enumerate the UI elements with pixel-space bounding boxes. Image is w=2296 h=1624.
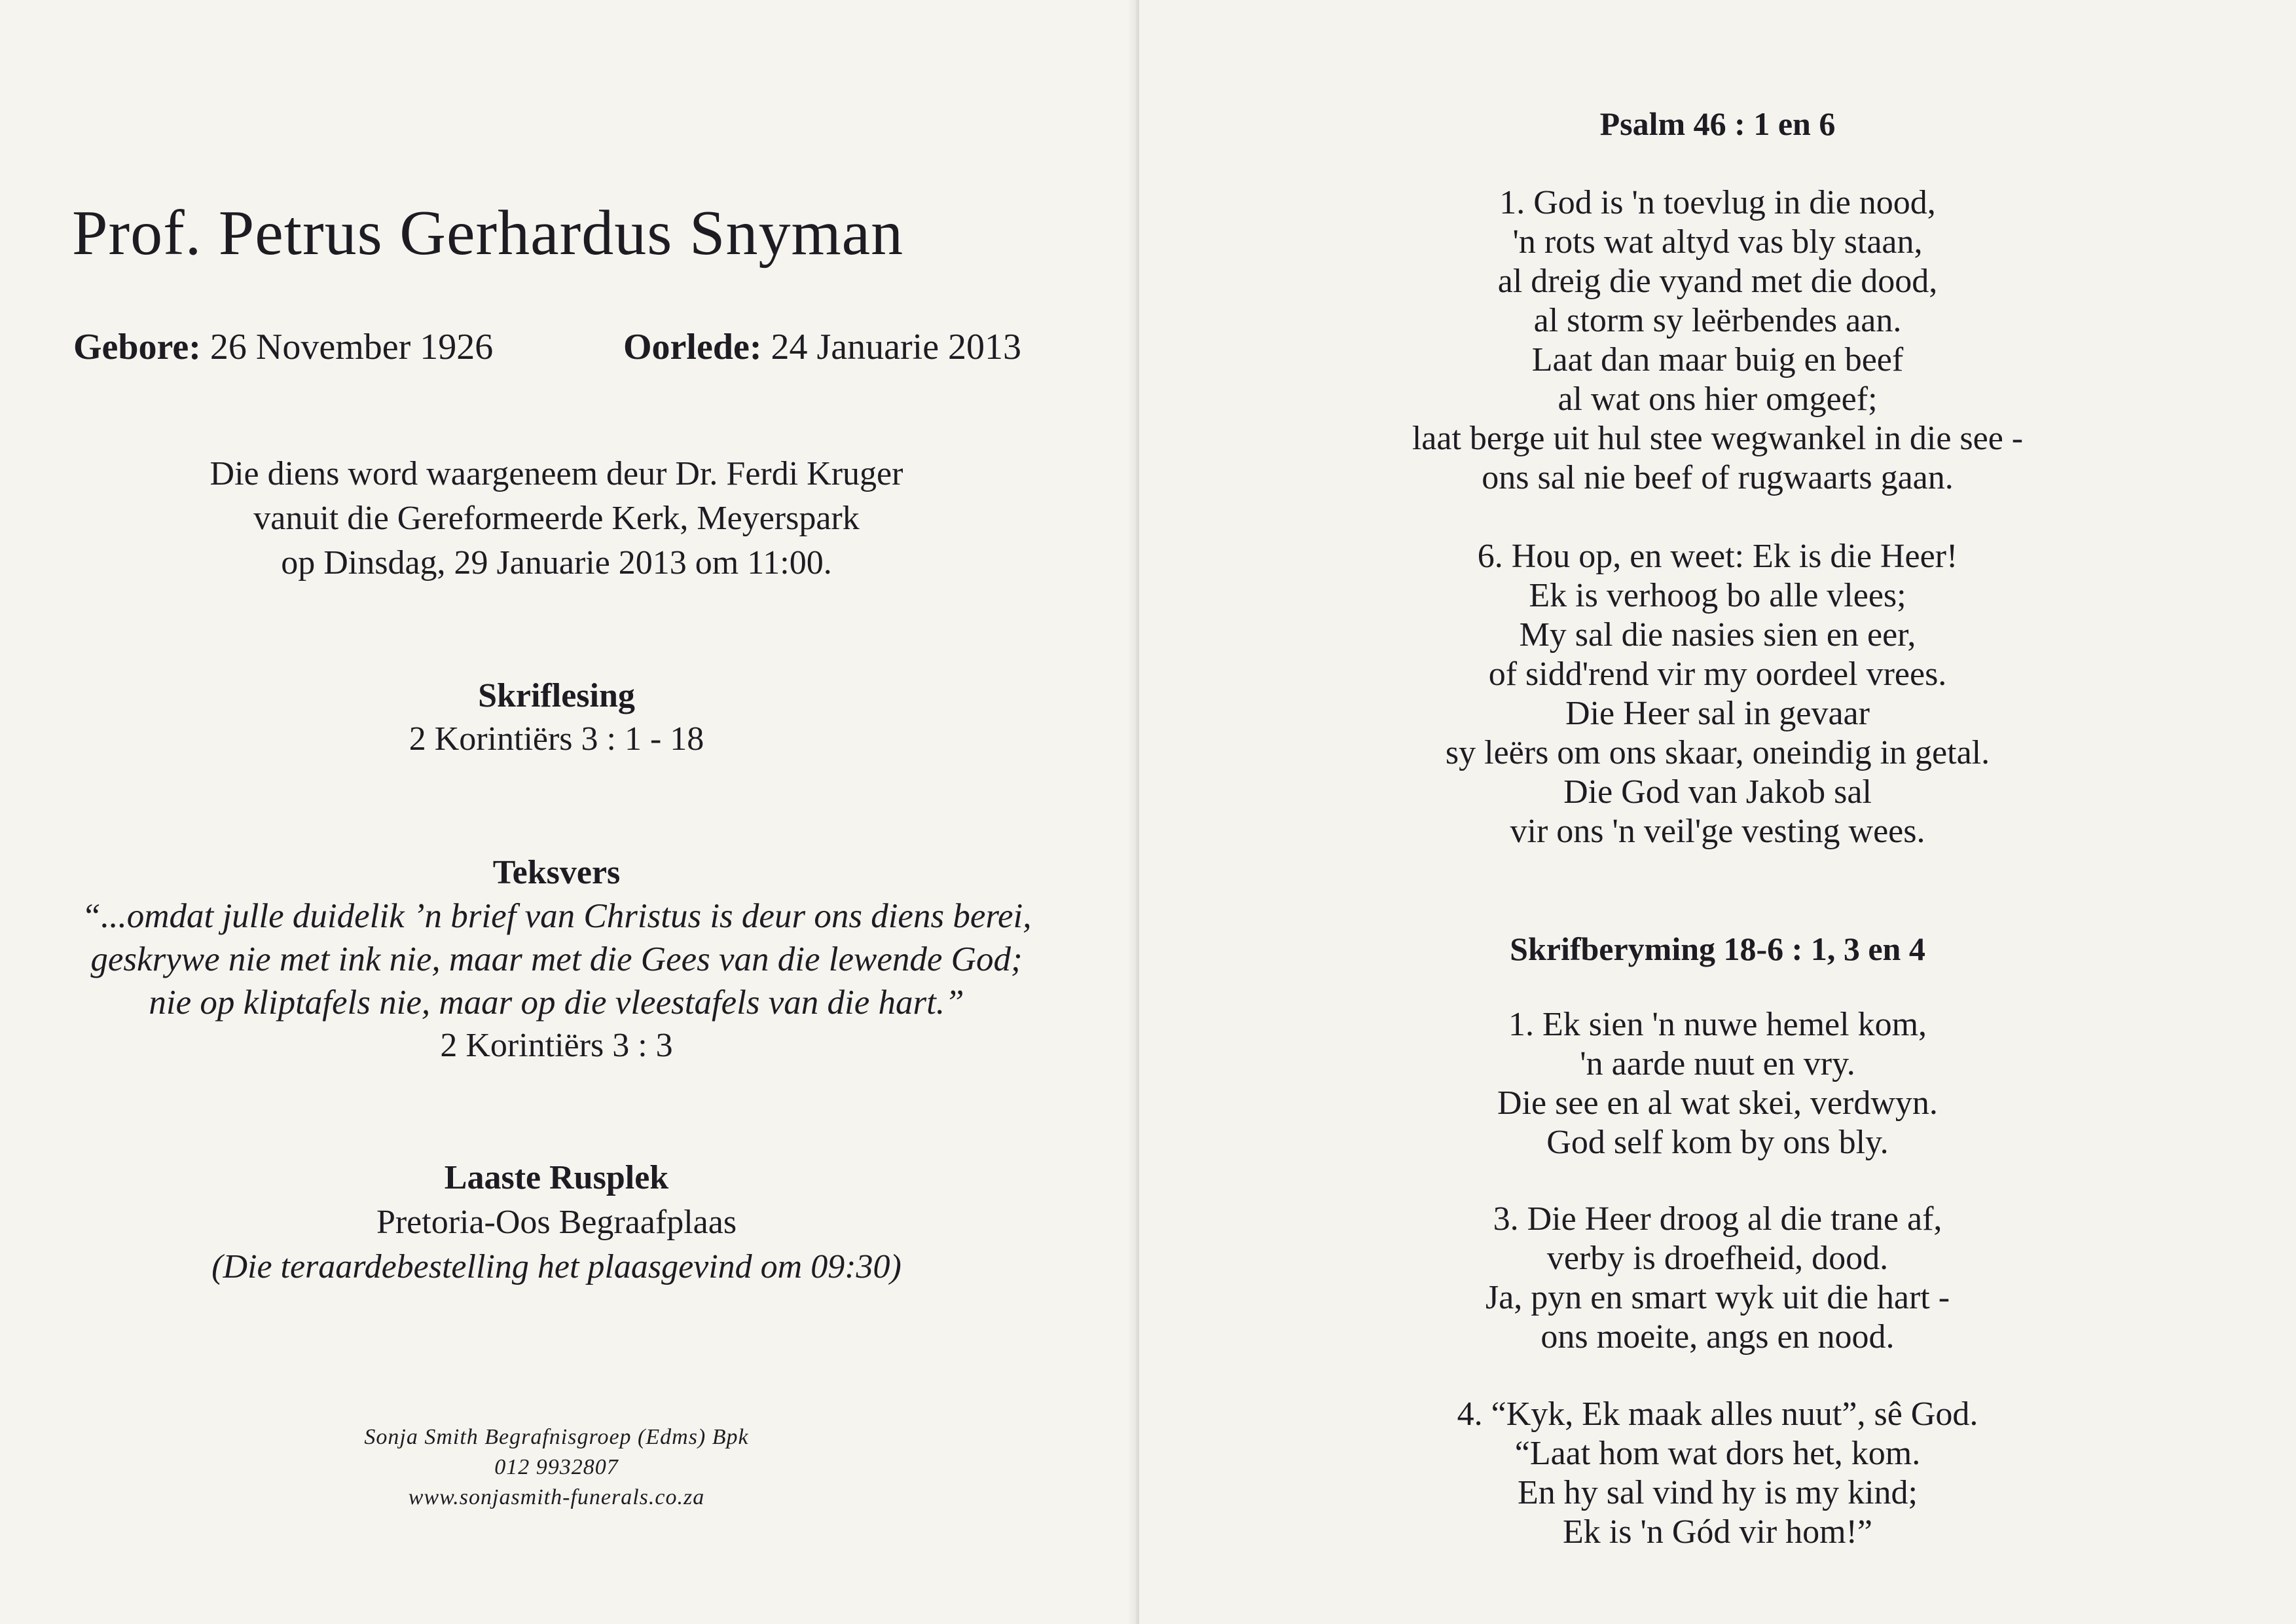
verse-line: God self kom by ons bly. [1546, 1124, 1889, 1161]
verse-line: al storm sy leërbendes aan. [1533, 302, 1902, 339]
verse-line: ons sal nie beef of rugwaarts gaan. [1482, 459, 1954, 496]
verse-line: 6. Hou op, en weet: Ek is die Heer! [1477, 538, 1958, 575]
verse-line: En hy sal vind hy is my kind; [1518, 1474, 1918, 1511]
verse-line: al wat ons hier omgeef; [1558, 380, 1878, 418]
scripture-hymn-verse-4 [1139, 1395, 2296, 1552]
service-details [79, 452, 1034, 585]
verse-line: 'n rots wat altyd vas bly staan, [1512, 223, 1923, 261]
verse-line: 4. “Kyk, Ek maak alles nuut”, sê God. [1457, 1395, 1978, 1433]
undertaker-phone: 012 9932807 [494, 1455, 619, 1479]
text-verse-reference: 2 Korintiërs 3 : 3 [440, 1027, 673, 1064]
verse-line: My sal die nasies sien en eer, [1519, 616, 1916, 654]
verse-line: 1. God is 'n toevlug in die nood, [1499, 184, 1936, 221]
psalm-title: Psalm 46 : 1 en 6 [1599, 105, 1836, 142]
verse-line: Die God van Jakob sal [1563, 773, 1872, 811]
verse-line: al dreig die vyand met die dood, [1497, 263, 1938, 300]
psalm-verse-1 [1139, 183, 2296, 498]
text-verse-heading: Teksvers [492, 854, 621, 891]
text-verse-line: geskrywe nie met ink nie, maar met die Gees van die lewende God; [90, 940, 1023, 978]
text-verse-line: nie op kliptafels nie, maar op die vleestafels van die hart.” [149, 984, 964, 1022]
death-date [623, 326, 1021, 368]
scripture-hymn-title: Skrifberyming 18-6 : 1, 3 en 4 [1510, 931, 1925, 967]
psalm-verse-6 [1139, 537, 2296, 851]
birth-date [73, 326, 493, 368]
resting-place-section [79, 1156, 1034, 1289]
verse-line: sy leërs om ons skaar, oneindig in getal. [1445, 734, 1990, 771]
birth-date-value: 26 November 1926 [210, 327, 494, 367]
verse-line: vir ons 'n veil'ge vesting wees. [1510, 813, 1925, 850]
verse-line: Die Heer sal in gevaar [1565, 695, 1870, 732]
undertaker-info [177, 1422, 936, 1513]
death-date-value: 24 Januarie 2013 [771, 327, 1022, 367]
verse-line: Ek is verhoog bo alle vlees; [1529, 577, 1906, 614]
verse-line: 1. Ek sien 'n nuwe hemel kom, [1508, 1006, 1927, 1043]
verse-line: Ek is 'n Gód vir hom!” [1563, 1513, 1872, 1551]
resting-place-note: (Die teraardebestelling het plaasgevind om 09:30) [211, 1248, 902, 1285]
verse-line: of sidd'rend vir my oordeel vrees. [1488, 655, 1947, 693]
verse-line: ons moeite, angs en nood. [1540, 1318, 1895, 1356]
text-verse-line: “...omdat julle duidelik ’n brief van Christus is deur ons diens berei, [81, 897, 1032, 935]
deceased-name: Prof. Petrus Gerhardus Snyman [72, 198, 904, 268]
left-page [0, 0, 1136, 1624]
scripture-reading-section [131, 674, 982, 761]
service-line: Die diens word waargeneem deur Dr. Ferdi Kruger [210, 455, 903, 492]
verse-line: 'n aarde nuut en vry. [1580, 1045, 1855, 1082]
verse-line: Die see en al wat skei, verdwyn. [1497, 1084, 1938, 1122]
scripture-hymn-verse-1 [1139, 1005, 2296, 1162]
scripture-hymn-verse-3 [1139, 1200, 2296, 1357]
text-verse-section [33, 851, 1080, 1067]
scripture-reading-heading: Skriflesing [478, 677, 635, 714]
service-line: op Dinsdag, 29 Januarie 2013 om 11:00. [281, 544, 832, 581]
verse-line: Ja, pyn en smart wyk uit die hart - [1485, 1279, 1950, 1316]
verse-line: Laat dan maar buig en beef [1531, 341, 1904, 378]
right-page [1139, 0, 2296, 1624]
verse-line: verby is droefheid, dood. [1546, 1240, 1889, 1277]
death-label: Oorlede: [623, 327, 762, 367]
service-line: vanuit die Gereformeerde Kerk, Meyerspark [253, 500, 860, 537]
verse-line: “Laat hom wat dors het, kom. [1514, 1435, 1921, 1472]
undertaker-name: Sonja Smith Begrafnisgroep (Edms) Bpk [364, 1425, 749, 1449]
undertaker-website: www.sonjasmith-funerals.co.za [408, 1485, 705, 1509]
birth-label: Gebore: [73, 327, 201, 367]
verse-line: 3. Die Heer droog al die trane af, [1493, 1200, 1942, 1238]
resting-place-name: Pretoria-Oos Begraafplaas [376, 1204, 737, 1241]
verse-line: laat berge uit hul stee wegwankel in die see - [1412, 420, 2024, 457]
scripture-reading-reference: 2 Korintiërs 3 : 1 - 18 [409, 720, 704, 758]
resting-place-heading: Laaste Rusplek [444, 1159, 669, 1196]
